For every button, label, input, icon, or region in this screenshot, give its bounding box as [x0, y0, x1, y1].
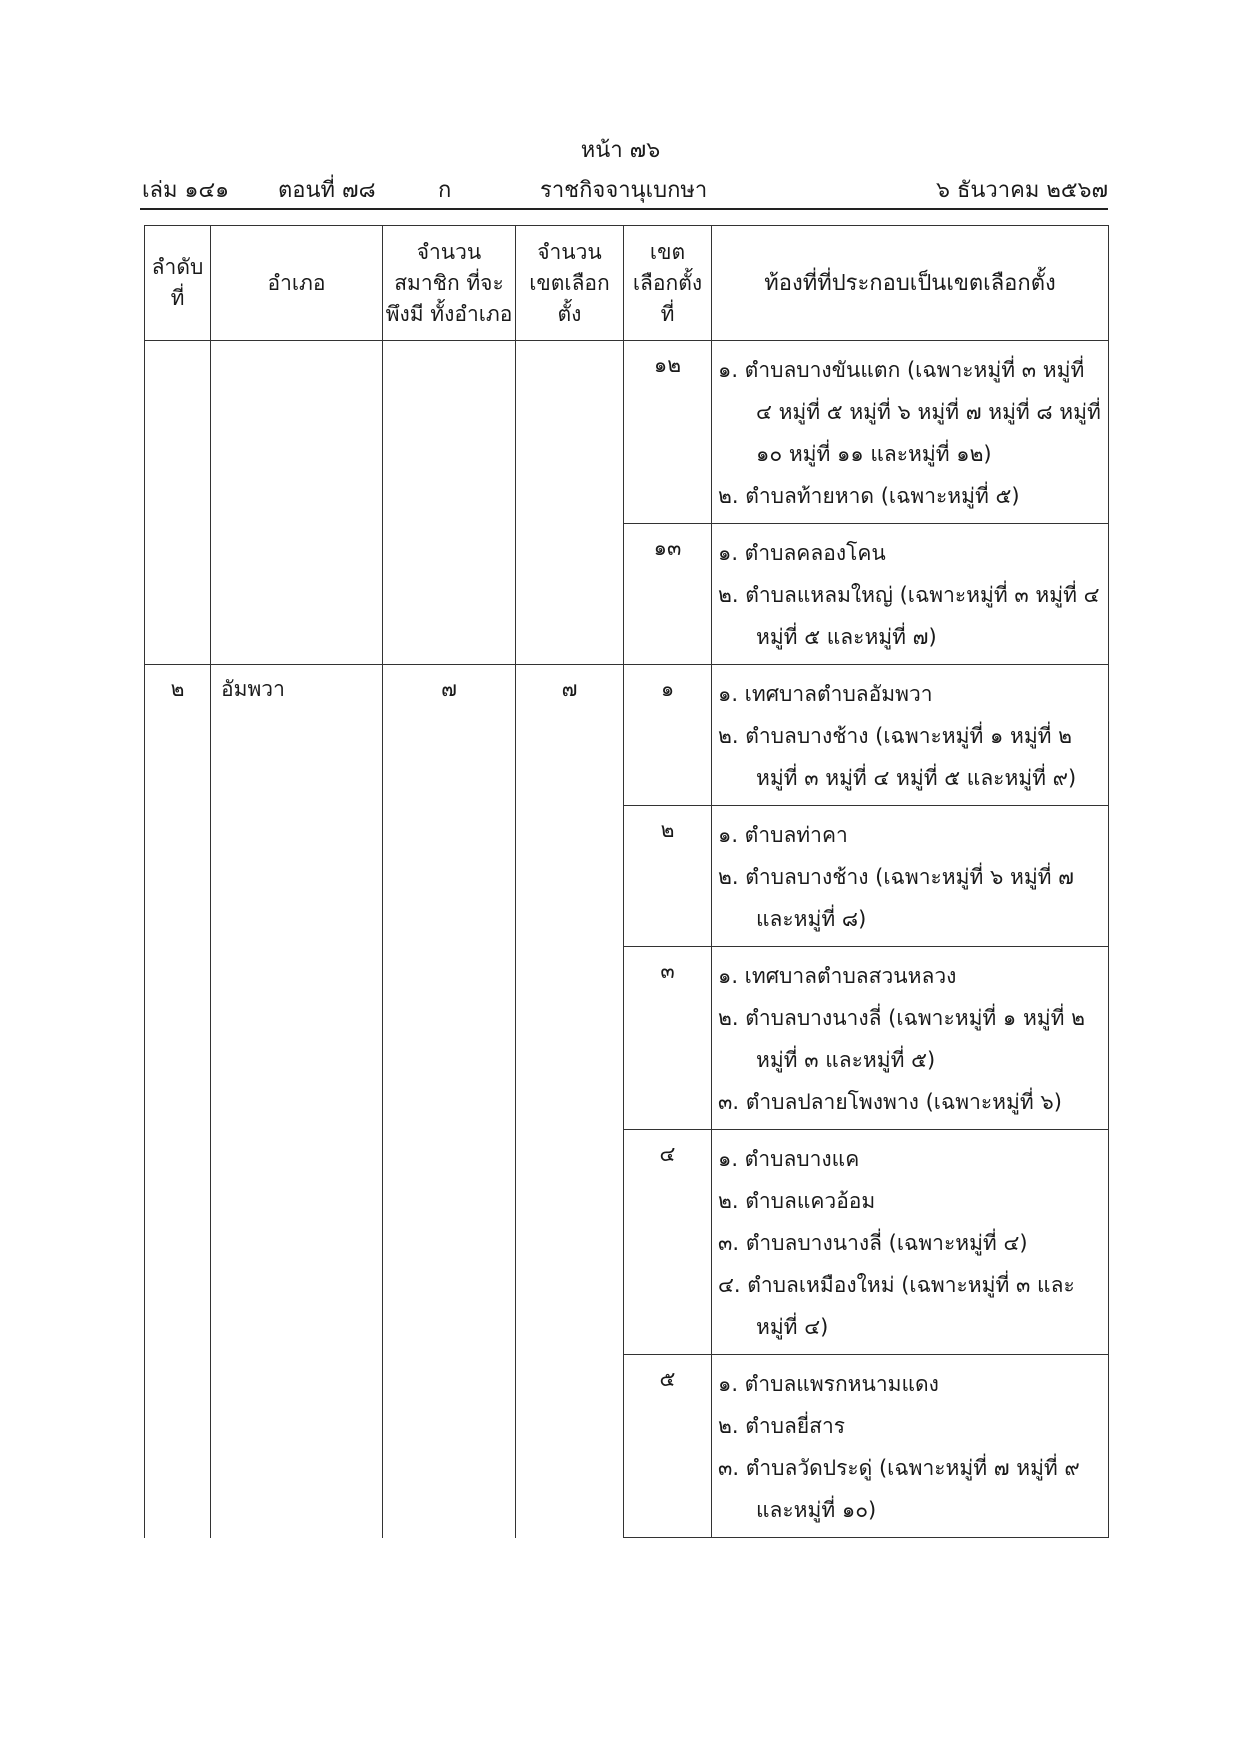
area-list	[718, 1363, 1102, 1531]
col-members-header: จำนวนสมาชิก ที่จะพึงมี ทั้งอำเภอ	[383, 226, 516, 341]
page-number: หน้า ๗๖	[580, 138, 661, 163]
table-body	[145, 341, 1109, 1538]
district-cell	[211, 341, 383, 524]
col-order-header: ลำดับ ที่	[145, 226, 211, 341]
area-list	[718, 1138, 1102, 1348]
district-cell	[211, 947, 383, 1130]
zones-cell	[516, 1130, 624, 1355]
zones-cell	[516, 1355, 624, 1538]
col-zone-no-header: เขต เลือกตั้ง ที่	[624, 226, 712, 341]
members-cell	[383, 947, 516, 1130]
table-row	[145, 341, 1109, 524]
area-item: ๑. เทศบาลตำบลสวนหลวง	[718, 964, 957, 988]
zones-cell	[516, 806, 624, 947]
order-cell: ๒	[145, 665, 211, 806]
constituency-table	[144, 225, 1109, 1538]
zone-no-cell: ๑	[624, 665, 712, 806]
zone-no-cell: ๕	[624, 1355, 712, 1538]
members-cell	[383, 806, 516, 947]
order-cell	[145, 1130, 211, 1355]
area-item: ๓. ตำบลบางนางลี่ (เฉพาะหมู่ที่ ๔)	[718, 1231, 1028, 1255]
district-cell	[211, 524, 383, 665]
area-cell	[712, 665, 1109, 806]
area-list	[718, 673, 1102, 799]
area-item: ๒. ตำบลท้ายหาด (เฉพาะหมู่ที่ ๕)	[718, 484, 1020, 508]
zones-cell	[516, 524, 624, 665]
members-cell	[383, 1355, 516, 1538]
col-district-header: อำเภอ	[211, 226, 383, 341]
area-item: ๒. ตำบลบางช้าง (เฉพาะหมู่ที่ ๖ หมู่ที่ ๗ และหมู่ที่ ๘)	[718, 865, 1074, 931]
area-item: ๒. ตำบลบางนางลี่ (เฉพาะหมู่ที่ ๑ หมู่ที่ ๒ หมู่ที่ ๓ และหมู่ที่ ๕)	[718, 1006, 1085, 1072]
area-cell	[712, 947, 1109, 1130]
area-cell	[712, 524, 1109, 665]
volume-label: เล่ม ๑๔๑	[142, 178, 230, 203]
order-cell	[145, 806, 211, 947]
publication-date: ๖ ธันวาคม ๒๕๖๗	[935, 178, 1108, 203]
area-item: ๓. ตำบลวัดประดู่ (เฉพาะหมู่ที่ ๗ หมู่ที่ ๙ และหมู่ที่ ๑๐)	[718, 1456, 1080, 1522]
publication-title: ราชกิจจานุเบกษา	[540, 178, 708, 203]
section-label: ก	[438, 178, 452, 203]
area-item: ๑. ตำบลบางขันแตก (เฉพาะหมู่ที่ ๓ หมู่ที่ ๔ หมู่ที่ ๕ หมู่ที่ ๖ หมู่ที่ ๗ หมู่ที่ ๘ หมู่ที่ ๑๐ หมู่ที่ ๑๑ และหมู่ที่ ๑๒)	[718, 358, 1101, 466]
district-cell	[211, 806, 383, 947]
zones-cell: ๗	[516, 665, 624, 806]
members-cell	[383, 524, 516, 665]
table-row	[145, 947, 1109, 1130]
area-item: ๑. เทศบาลตำบลอัมพวา	[718, 682, 933, 706]
area-item: ๒. ตำบลแควอ้อม	[718, 1189, 876, 1213]
col-zones-header: จำนวน เขตเลือกตั้ง	[516, 226, 624, 341]
zones-cell	[516, 947, 624, 1130]
order-cell	[145, 947, 211, 1130]
table-row	[145, 665, 1109, 806]
area-item: ๑. ตำบลบางแค	[718, 1147, 860, 1171]
area-cell	[712, 1355, 1109, 1538]
area-list	[718, 349, 1102, 517]
zone-no-cell: ๑๒	[624, 341, 712, 524]
area-item: ๑. ตำบลคลองโคน	[718, 541, 886, 565]
order-cell	[145, 524, 211, 665]
district-cell	[211, 1130, 383, 1355]
table-row	[145, 1355, 1109, 1538]
issue-label: ตอนที่ ๗๘	[278, 178, 376, 203]
area-cell	[712, 806, 1109, 947]
members-cell	[383, 1130, 516, 1355]
zone-no-cell: ๑๓	[624, 524, 712, 665]
district-cell	[211, 1355, 383, 1538]
table-row	[145, 1130, 1109, 1355]
zones-cell	[516, 341, 624, 524]
table-row	[145, 806, 1109, 947]
area-list	[718, 955, 1102, 1123]
district-cell: อัมพวา	[211, 665, 383, 806]
zone-no-cell: ๓	[624, 947, 712, 1130]
gazette-header	[140, 168, 1108, 210]
area-item: ๑. ตำบลท่าคา	[718, 823, 848, 847]
table-row	[145, 524, 1109, 665]
order-cell	[145, 341, 211, 524]
area-list	[718, 532, 1102, 658]
area-item: ๑. ตำบลแพรกหนามแดง	[718, 1372, 939, 1396]
area-item: ๓. ตำบลปลายโพงพาง (เฉพาะหมู่ที่ ๖)	[718, 1090, 1062, 1114]
members-cell: ๗	[383, 665, 516, 806]
order-cell	[145, 1355, 211, 1538]
zone-no-cell: ๒	[624, 806, 712, 947]
area-item: ๔. ตำบลเหมืองใหม่ (เฉพาะหมู่ที่ ๓ และหมู่ที่ ๔)	[718, 1273, 1075, 1339]
area-cell	[712, 1130, 1109, 1355]
col-area-header: ท้องที่ที่ประกอบเป็นเขตเลือกตั้ง	[712, 226, 1109, 341]
table-header	[145, 226, 1109, 341]
zone-no-cell: ๔	[624, 1130, 712, 1355]
area-item: ๒. ตำบลยี่สาร	[718, 1414, 846, 1438]
area-cell	[712, 341, 1109, 524]
area-item: ๒. ตำบลบางช้าง (เฉพาะหมู่ที่ ๑ หมู่ที่ ๒ หมู่ที่ ๓ หมู่ที่ ๔ หมู่ที่ ๕ และหมู่ที่ ๙)	[718, 724, 1077, 790]
area-list	[718, 814, 1102, 940]
area-item: ๒. ตำบลแหลมใหญ่ (เฉพาะหมู่ที่ ๓ หมู่ที่ ๔ หมู่ที่ ๕ และหมู่ที่ ๗)	[718, 583, 1100, 649]
members-cell	[383, 341, 516, 524]
